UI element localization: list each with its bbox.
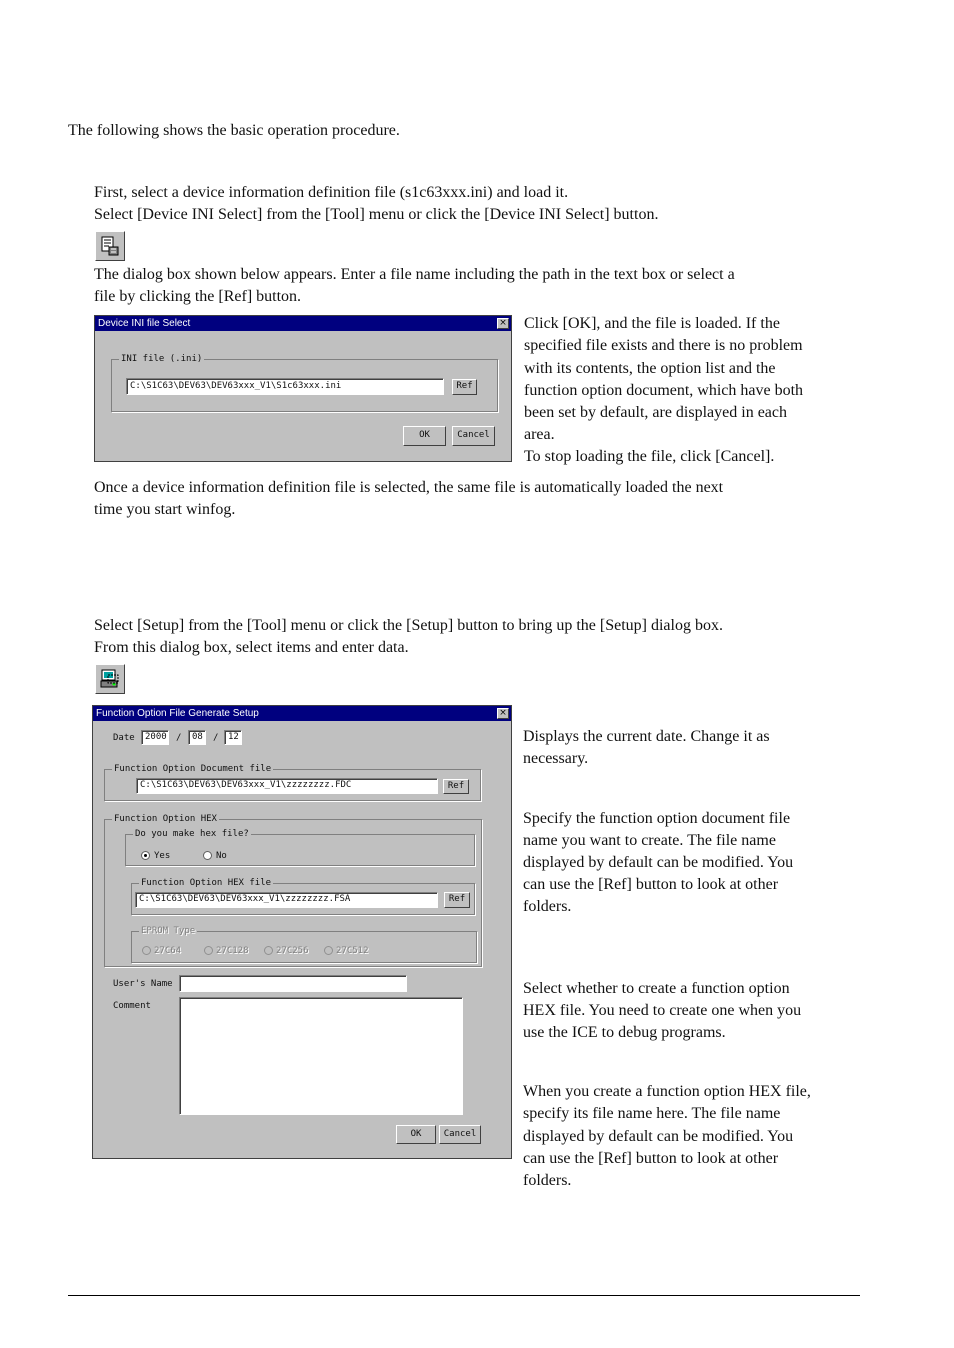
no-label: No	[216, 851, 227, 861]
close-icon[interactable]: ×	[497, 318, 509, 329]
note-hexfile-line-1: When you create a function option HEX file,	[523, 1083, 811, 1100]
step2-line1: Select [Setup] from the [Tool] menu or click the [Setup] button to bring up the [Setup] dialog box.	[94, 617, 723, 634]
eprom-27c256-radio[interactable]	[264, 946, 273, 955]
date-month-input[interactable]: 08	[188, 730, 206, 745]
ini-side-line-7: To stop loading the file, click [Cancel].	[524, 448, 775, 465]
setup-dialog-title: Function Option File Generate Setup	[96, 708, 259, 719]
setup-dialog	[92, 705, 512, 1159]
eprom-type-group-label: EPROM Type	[141, 926, 196, 936]
function-option-hex-group-label: Function Option HEX	[114, 814, 217, 824]
note-hexfile-line-2: specify its file name here. The file name	[523, 1105, 781, 1122]
note-hex-line-3: use the ICE to debug programs.	[523, 1024, 726, 1041]
date-day-input[interactable]: 12	[224, 730, 242, 745]
yes-label: Yes	[154, 851, 171, 861]
step1-line4: file by clicking the [Ref] button.	[94, 288, 302, 305]
note-hex-line-1: Select whether to create a function option	[523, 980, 790, 997]
step1-line2: Select [Device INI Select] from the [Tool] menu or click the [Device INI Select] button.	[94, 206, 659, 223]
ok-button[interactable]: OK	[396, 1125, 436, 1144]
step1-line1: First, select a device information definition file (s1c63xxx.ini) and load it.	[94, 184, 569, 201]
note-hexfile-line-3: displayed by default can be modified. You	[523, 1128, 794, 1145]
footer-rule	[68, 1295, 860, 1296]
eprom-27c64-radio[interactable]	[142, 946, 151, 955]
note-doc-line-3: displayed by default can be modified. You	[523, 854, 794, 871]
eprom-27c128-radio[interactable]	[204, 946, 213, 955]
ini-dialog-title: Device INI file Select	[98, 318, 191, 329]
yes-radio[interactable]	[141, 851, 150, 860]
users-name-input[interactable]	[179, 975, 407, 992]
ini-dialog-titlebar	[95, 316, 511, 331]
eprom-27c512-radio[interactable]	[324, 946, 333, 955]
close-icon[interactable]: ×	[497, 708, 509, 719]
step1-line3: The dialog box shown below appears. Enter a file name including the path in the text box or select a	[94, 266, 735, 283]
users-name-label: User's Name	[113, 979, 173, 989]
note-date-line-1: Displays the current date. Change it as	[523, 728, 770, 745]
function-option-hex-group	[104, 814, 482, 967]
document-file-group-label: Function Option Document file	[114, 764, 272, 774]
ini-file-group	[111, 354, 498, 412]
eprom-27c64-label: 27C64	[154, 946, 182, 956]
ini-side-line-2: specified file exists and there is no problem	[524, 337, 803, 354]
radio-selected-dot	[144, 854, 147, 857]
document-file-group	[104, 764, 481, 801]
ini-side-line-6: area.	[524, 426, 555, 443]
ref-button[interactable]: Ref	[452, 379, 477, 395]
note-doc-line-4: can use the [Ref] button to look at other	[523, 876, 779, 893]
step1-after-line1: Once a device information definition file is selected, the same file is automatically loaded the next	[94, 479, 724, 496]
document-path-input[interactable]: C:\S1C63\DEV63\DEV63xxx_V1\zzzzzzzz.FDC	[136, 778, 438, 794]
comment-textarea[interactable]	[179, 997, 463, 1115]
cancel-button[interactable]: Cancel	[439, 1125, 481, 1144]
no-radio[interactable]	[203, 851, 212, 860]
hex-file-group	[131, 878, 475, 915]
note-doc-line-2: name you want to create. The file name	[523, 832, 776, 849]
note-hexfile-line-5: folders.	[523, 1172, 572, 1189]
hex-ref-button[interactable]: Ref	[444, 892, 470, 908]
document-ref-button[interactable]: Ref	[443, 779, 469, 794]
setup-dialog-titlebar	[93, 706, 511, 721]
step1-after-line2: time you start winfog.	[94, 501, 236, 518]
note-hex-line-2: HEX file. You need to create one when you	[523, 1002, 802, 1019]
ini-file-group-label: INI file (.ini)	[121, 354, 203, 364]
ok-button[interactable]: OK	[403, 426, 446, 446]
ini-side-line-1: Click [OK], and the file is loaded. If the	[524, 315, 780, 332]
note-hexfile-line-4: can use the [Ref] button to look at other	[523, 1150, 779, 1167]
hex-file-group-label: Function Option HEX file	[141, 878, 272, 888]
hex-path-input[interactable]: C:\S1C63\DEV63\DEV63xxx_V1\zzzzzzzz.FSA	[135, 892, 438, 908]
device-ini-select-icon[interactable]	[95, 231, 125, 261]
ini-path-input[interactable]: C:\S1C63\DEV63\DEV63xxx_V1\S1c63xxx.ini	[126, 378, 444, 395]
eprom-27c128-label: 27C128	[216, 946, 249, 956]
ini-side-line-5: been set by default, are displayed in each	[524, 404, 787, 421]
date-label: Date	[113, 733, 135, 743]
ini-side-line-3: with its contents, the option list and the	[524, 360, 776, 377]
setup-icon[interactable]	[95, 664, 125, 694]
eprom-type-group	[131, 926, 477, 963]
comment-label: Comment	[113, 1001, 151, 1011]
cancel-button[interactable]: Cancel	[452, 426, 495, 446]
note-doc-line-5: folders.	[523, 898, 572, 915]
make-hex-group	[125, 829, 475, 866]
step2-line2: From this dialog box, select items and enter data.	[94, 639, 409, 656]
intro-text: The following shows the basic operation procedure.	[68, 122, 400, 139]
eprom-27c512-label: 27C512	[336, 946, 369, 956]
date-separator: /	[176, 733, 182, 743]
device-ini-dialog	[94, 315, 512, 462]
eprom-27c256-label: 27C256	[276, 946, 309, 956]
make-hex-group-label: Do you make hex file?	[135, 829, 249, 839]
date-separator: /	[213, 733, 219, 743]
date-year-input[interactable]: 2000	[141, 730, 169, 745]
note-date-line-2: necessary.	[523, 750, 589, 767]
ini-side-line-4: function option document, which have both	[524, 382, 804, 399]
note-doc-line-1: Specify the function option document file	[523, 810, 791, 827]
